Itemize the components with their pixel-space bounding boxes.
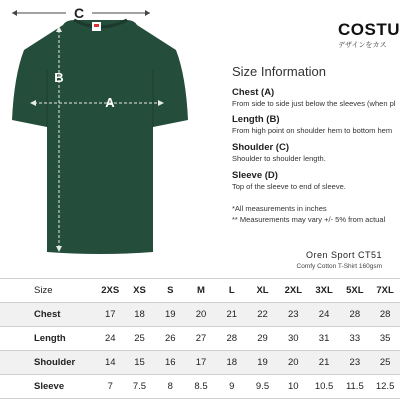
length-description: From high point on shoulder hem to bottom hem: [232, 126, 393, 135]
product-subtitle: Comfy Cotton T-Shirt 160gsm: [296, 263, 382, 270]
tshirt-body: [12, 20, 188, 254]
table-row: [0, 375, 400, 399]
table-cell: 28: [339, 303, 370, 327]
table-cell: 18: [124, 303, 155, 327]
table-cell: 11.5: [339, 375, 370, 399]
row-label: Sleeve: [0, 375, 96, 399]
tshirt-diagram: [0, 0, 200, 275]
table-cell: 25: [370, 351, 400, 375]
size-col-header: 2XS: [96, 279, 124, 303]
label-b: B: [54, 70, 64, 85]
size-chart-table: [0, 278, 400, 399]
length-heading: Length (B): [232, 114, 280, 125]
shoulder-heading: Shoulder (C): [232, 142, 289, 153]
size-info-title: Size Information: [232, 64, 326, 79]
table-cell: 25: [124, 327, 155, 351]
size-header-row: [0, 279, 400, 303]
size-col-header: 7XL: [370, 279, 400, 303]
table-cell: 9: [216, 375, 247, 399]
brand-logo-text: COSTU: [338, 20, 400, 39]
table-cell: 26: [155, 327, 186, 351]
table-cell: 18: [216, 351, 247, 375]
table-cell: 8: [155, 375, 186, 399]
table-row: [0, 351, 400, 375]
size-col-header: 3XL: [309, 279, 340, 303]
size-header-label: Size: [0, 279, 96, 303]
table-cell: 16: [155, 351, 186, 375]
table-cell: 20: [186, 303, 217, 327]
size-col-header: 2XL: [278, 279, 309, 303]
row-label: Length: [0, 327, 96, 351]
table-cell: 21: [216, 303, 247, 327]
brand-tagline: デザインをカス: [338, 42, 387, 49]
row-label: Chest: [0, 303, 96, 327]
table-cell: 8.5: [186, 375, 217, 399]
tshirt-svg: [0, 0, 200, 275]
table-cell: 27: [186, 327, 217, 351]
size-col-header: 5XL: [339, 279, 370, 303]
table-cell: 21: [309, 351, 340, 375]
table-cell: 17: [96, 303, 124, 327]
table-cell: 19: [247, 351, 278, 375]
label-a: A: [105, 95, 115, 110]
table-cell: 28: [216, 327, 247, 351]
table-cell: 17: [186, 351, 217, 375]
table-cell: 10.5: [309, 375, 340, 399]
table-cell: 24: [309, 303, 340, 327]
size-col-header: M: [186, 279, 217, 303]
table-cell: 30: [278, 327, 309, 351]
chest-description: From side to side just below the sleeves (when pl: [232, 99, 396, 108]
table-cell: 31: [309, 327, 340, 351]
table-cell: 7.5: [124, 375, 155, 399]
table-cell: 9.5: [247, 375, 278, 399]
table-cell: 35: [370, 327, 400, 351]
table-row: [0, 303, 400, 327]
table-cell: 19: [155, 303, 186, 327]
product-name: Oren Sport CT51: [305, 250, 382, 260]
size-col-header: XS: [124, 279, 155, 303]
table-cell: 15: [124, 351, 155, 375]
size-col-header: S: [155, 279, 186, 303]
note-variance: ** Measurements may vary +/- 5% from actual: [232, 215, 386, 224]
table-cell: 29: [247, 327, 278, 351]
size-col-header: XL: [247, 279, 278, 303]
table-cell: 33: [339, 327, 370, 351]
table-cell: 23: [278, 303, 309, 327]
table-row: [0, 327, 400, 351]
label-c: C: [73, 5, 85, 21]
shoulder-description: Shoulder to shoulder length.: [232, 154, 326, 163]
table-cell: 12.5: [370, 375, 400, 399]
table-cell: 24: [96, 327, 124, 351]
table-cell: 14: [96, 351, 124, 375]
size-col-header: L: [216, 279, 247, 303]
chest-heading: Chest (A): [232, 87, 275, 98]
note-inches: *All measurements in inches: [232, 204, 327, 213]
row-label: Shoulder: [0, 351, 96, 375]
table-cell: 22: [247, 303, 278, 327]
table-cell: 20: [278, 351, 309, 375]
tshirt-tag-mark: [94, 24, 99, 27]
table-cell: 7: [96, 375, 124, 399]
table-cell: 10: [278, 375, 309, 399]
table-cell: 23: [339, 351, 370, 375]
table-cell: 28: [370, 303, 400, 327]
sleeve-description: Top of the sleeve to end of sleeve.: [232, 182, 346, 191]
sleeve-heading: Sleeve (D): [232, 170, 278, 181]
